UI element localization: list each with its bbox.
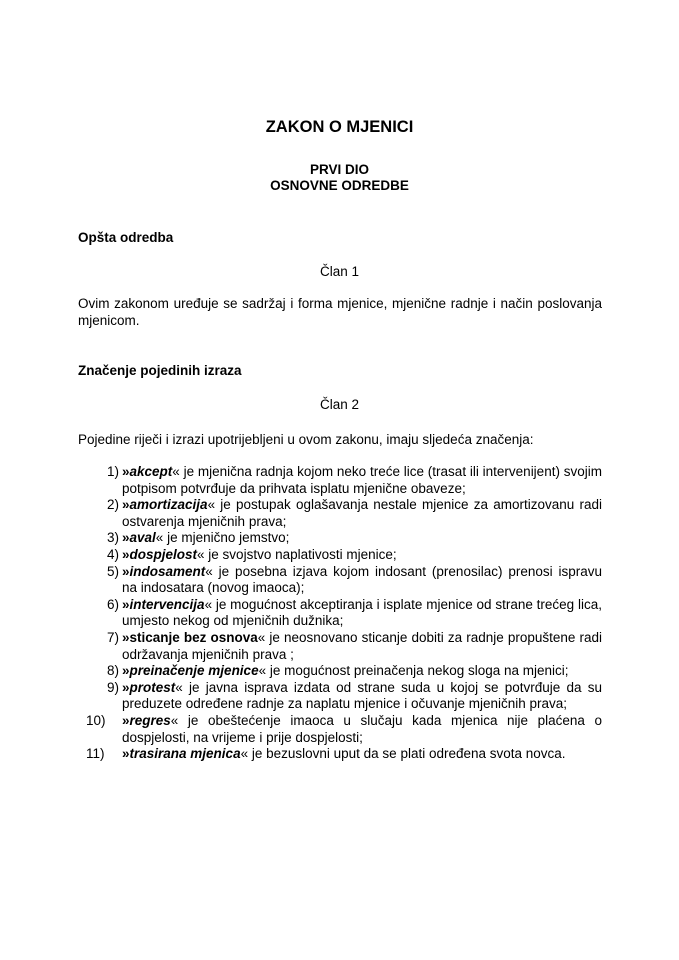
open-quote: »	[122, 596, 130, 612]
definition-item	[86, 464, 602, 497]
definition-item	[86, 530, 602, 547]
definition-number: 6)	[106, 596, 119, 612]
definition-item	[86, 630, 602, 663]
definition-item	[86, 680, 602, 713]
definition-text	[122, 530, 602, 547]
open-quote: »	[122, 712, 130, 728]
definition-description: je bezuslovni uput da se plati određena svota novca.	[248, 746, 566, 762]
open-quote: »	[122, 530, 130, 546]
definition-term: indosament	[129, 563, 206, 579]
definition-text	[122, 663, 602, 680]
article-2-label: Član 2	[319, 397, 360, 412]
definition-text	[122, 597, 602, 630]
definition-term: regres	[129, 712, 171, 728]
part-title: OSNOVNE ODREDBE	[270, 178, 409, 193]
part-heading	[0, 162, 679, 194]
definition-item	[86, 746, 602, 763]
open-quote: »	[122, 746, 130, 762]
open-quote: »	[122, 464, 130, 479]
definition-item	[86, 713, 602, 746]
definition-text	[122, 630, 602, 663]
close-quote: «	[172, 464, 180, 479]
open-quote: »	[122, 546, 130, 562]
definition-number: 11)	[86, 746, 105, 762]
document-title: ZAKON O MJENICI	[265, 118, 414, 136]
definition-item	[86, 597, 602, 630]
definition-description: je posebna izjava kojom indosant (prenosilac) prenosi ispravu na indosatara (novog imaoca);	[122, 563, 602, 596]
close-quote: «	[258, 663, 267, 679]
definition-item	[86, 663, 602, 680]
definition-number: 8)	[106, 663, 119, 679]
definition-number: 2)	[106, 497, 119, 513]
definition-term: trasirana mjenica	[129, 746, 241, 762]
open-quote: »	[122, 563, 130, 579]
definition-term: akcept	[129, 464, 173, 479]
open-quote: »	[122, 629, 130, 645]
definition-number: 10)	[86, 712, 106, 728]
open-quote: »	[122, 497, 130, 513]
part-number: PRVI DIO	[309, 162, 370, 177]
definition-description: je svojstvo naplativosti mjenice;	[204, 546, 397, 562]
definition-description: je obeštećenje imaoca u slučaju kada mjenica nije plaćena o dospjelosti, na vrijeme i prije dospjelosti;	[122, 712, 602, 745]
article-1-text: Ovim zakonom uređuje se sadržaj i forma mjenice, mjenične radnje i način poslovanja mjenicom.	[78, 296, 602, 328]
definition-number: 4)	[106, 546, 119, 562]
definition-number: 1)	[106, 464, 119, 479]
definition-number: 3)	[106, 530, 119, 546]
definition-description: je postupak oglašavanja nestale mjenice za amortizovanu radi ostvarenja mjeničnih prava;	[122, 497, 602, 529]
close-quote: «	[155, 530, 164, 546]
close-quote: «	[170, 712, 179, 728]
close-quote: «	[175, 679, 183, 695]
definition-text	[122, 746, 602, 763]
definition-term: protest	[129, 679, 176, 695]
definition-term: sticanje bez osnova	[129, 629, 258, 645]
definition-text	[122, 680, 602, 713]
definition-description: je mogućnost preinačenja nekog sloga na mjenici;	[266, 663, 569, 679]
definition-term: aval	[129, 530, 156, 546]
article-1-label: Član 1	[319, 264, 360, 279]
close-quote: «	[207, 497, 216, 513]
definition-number: 9)	[106, 679, 119, 695]
article-2-intro: Pojedine riječi i izrazi upotrijebljeni u ovom zakonu, imaju sljedeća značenja:	[78, 432, 534, 447]
definition-number: 5)	[106, 563, 119, 579]
section-heading-general-provision: Opšta odredba	[78, 230, 174, 245]
definition-text	[122, 564, 602, 597]
definition-text	[122, 464, 602, 497]
close-quote: «	[240, 746, 249, 762]
definition-description: je mjenično jemstvo;	[163, 530, 290, 546]
close-quote: «	[257, 629, 266, 645]
open-quote: »	[122, 679, 130, 695]
open-quote: »	[122, 663, 130, 679]
definition-item	[86, 547, 602, 564]
definitions-list	[86, 464, 602, 763]
definition-description: je mjenična radnja kojom neko treće lice (trasat ili intervenijent) svojim potpisom potvrđuje da prihvata isplatu mjenične obaveze;	[122, 464, 602, 496]
definition-term: intervencija	[129, 596, 205, 612]
definition-description: je javna isprava izdata od strane suda u kojoj se potvrđuje da su preduzete određene radnje za naplatu mjenice i očuvanje mjeničnih prava;	[122, 679, 602, 712]
section-heading-definitions: Značenje pojedinih izraza	[78, 363, 242, 378]
definition-item	[86, 497, 602, 530]
definition-description: je neosnovano sticanje dobiti za radnje propuštene radi održavanja mjeničnih prava ;	[122, 629, 602, 662]
close-quote: «	[204, 596, 213, 612]
close-quote: «	[205, 563, 213, 579]
definition-term: dospjelost	[129, 546, 198, 562]
definition-text	[122, 497, 602, 530]
definition-text	[122, 547, 602, 564]
definition-item	[86, 564, 602, 597]
definition-term: amortizacija	[129, 497, 208, 513]
definition-number: 7)	[106, 629, 119, 645]
definition-text	[122, 713, 602, 746]
definition-description: je mogućnost akceptiranja i isplate mjenice od strane trećeg lica, umjesto nekog od mjeničnih dužnika;	[122, 596, 602, 629]
close-quote: «	[197, 546, 205, 562]
definition-term: preinačenje mjenice	[129, 663, 259, 679]
